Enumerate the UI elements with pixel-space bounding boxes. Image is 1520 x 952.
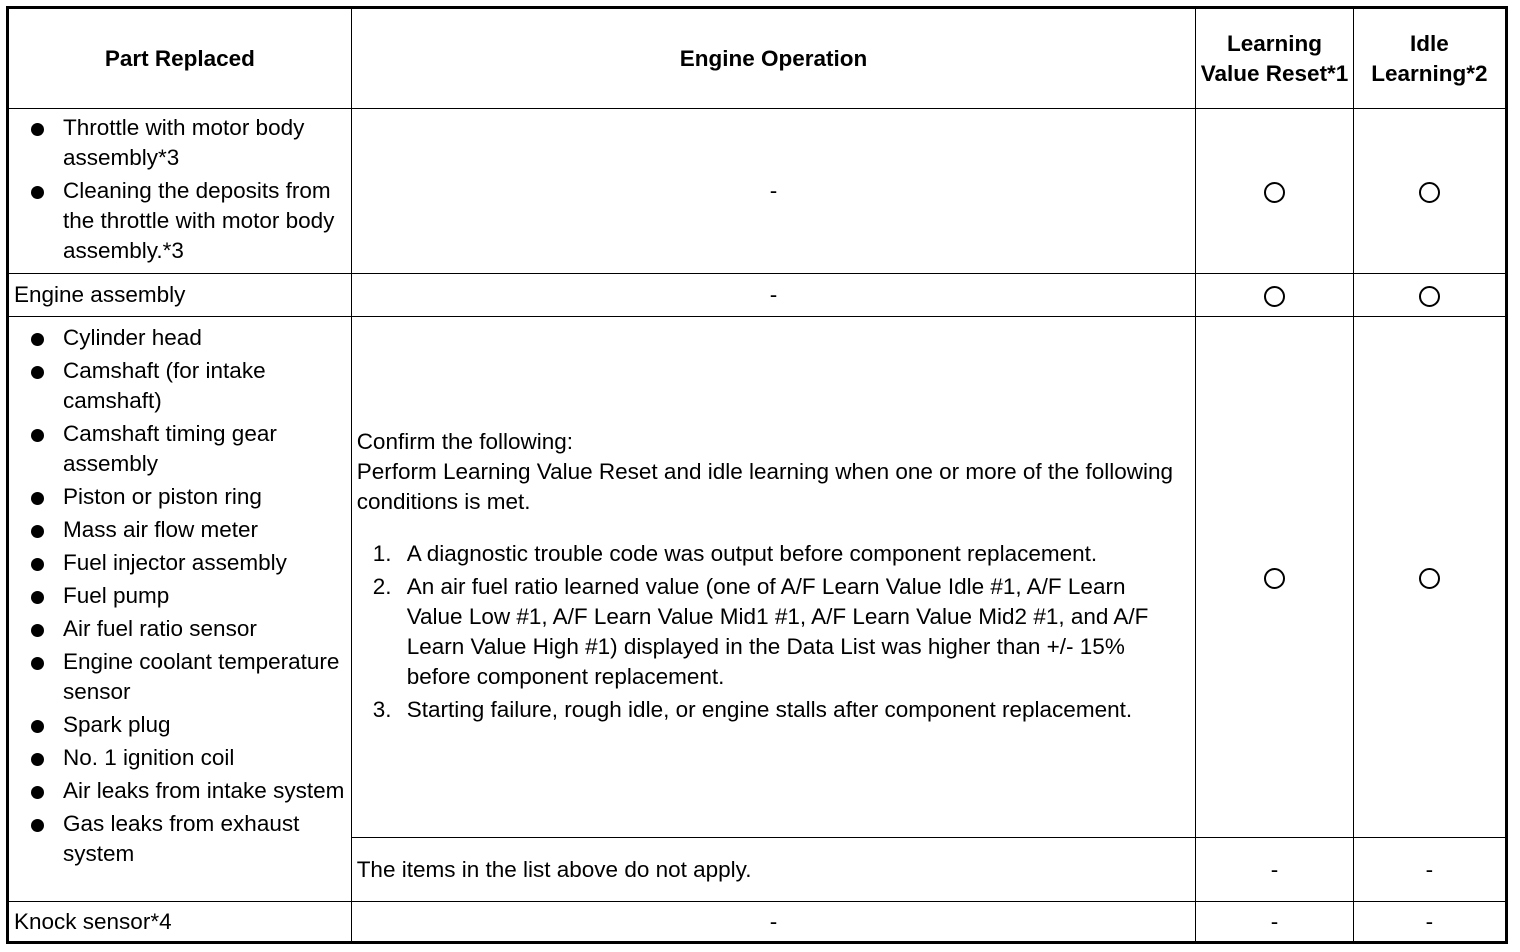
table-row-components-conditions bbox=[8, 317, 1507, 838]
step-text: Starting failure, rough idle, or engine stalls after component replacement. bbox=[406, 696, 1133, 722]
list-item bbox=[9, 581, 351, 611]
bullet-icon bbox=[31, 786, 44, 799]
list-item bbox=[9, 809, 351, 869]
bullet-icon bbox=[31, 819, 44, 832]
step-number: 3. bbox=[372, 696, 392, 722]
applicable-circle-icon bbox=[1419, 182, 1440, 203]
procedure-table bbox=[6, 6, 1508, 944]
not-apply-text: The items in the list above do not apply. bbox=[351, 838, 1196, 902]
engine-assembly-part: Engine assembly bbox=[8, 274, 352, 317]
bullet-icon bbox=[31, 186, 44, 199]
part-label: Cleaning the deposits from the throttle with motor body assembly.*3 bbox=[63, 178, 335, 263]
list-item bbox=[357, 539, 1178, 569]
bullet-icon bbox=[31, 753, 44, 766]
knock-sensor-reset: - bbox=[1196, 902, 1353, 943]
components-parts-cell bbox=[8, 317, 352, 902]
condition-intro-confirm: Confirm the following: bbox=[356, 428, 574, 454]
applicable-circle-icon bbox=[1264, 568, 1285, 589]
bullet-icon bbox=[31, 591, 44, 604]
list-item bbox=[9, 113, 351, 173]
bullet-icon bbox=[31, 123, 44, 136]
bullet-icon bbox=[31, 558, 44, 571]
knock-sensor-operation: - bbox=[351, 902, 1196, 943]
part-label: Camshaft timing gear assembly bbox=[63, 421, 277, 476]
header-learning-value-reset: Learning Value Reset*1 bbox=[1196, 8, 1353, 109]
part-label: Air fuel ratio sensor bbox=[63, 616, 257, 641]
list-item bbox=[9, 548, 351, 578]
table-row-throttle bbox=[8, 109, 1507, 274]
part-label: Spark plug bbox=[63, 712, 171, 737]
components-reset-cell bbox=[1196, 317, 1353, 838]
bullet-icon bbox=[31, 720, 44, 733]
table-row-engine-assembly bbox=[8, 274, 1507, 317]
bullet-icon bbox=[31, 624, 44, 637]
bullet-icon bbox=[31, 492, 44, 505]
list-item bbox=[9, 176, 351, 266]
header-part-replaced: Part Replaced bbox=[8, 8, 352, 109]
throttle-parts-list bbox=[9, 109, 351, 273]
throttle-reset-cell bbox=[1196, 109, 1353, 274]
bullet-icon bbox=[31, 366, 44, 379]
header-idle-learning: Idle Learning*2 bbox=[1353, 8, 1506, 109]
step-number: 1. bbox=[372, 540, 392, 566]
list-item bbox=[9, 647, 351, 707]
engine-assembly-operation: - bbox=[351, 274, 1196, 317]
components-parts-list bbox=[9, 317, 351, 876]
list-item bbox=[9, 482, 351, 512]
components-conditions-cell bbox=[351, 317, 1196, 838]
part-label: Camshaft (for intake camshaft) bbox=[63, 358, 266, 413]
applicable-circle-icon bbox=[1419, 568, 1440, 589]
list-item bbox=[357, 695, 1178, 725]
components-idle-cell bbox=[1353, 317, 1506, 838]
part-label: Throttle with motor body assembly*3 bbox=[63, 115, 305, 170]
part-label: Piston or piston ring bbox=[63, 484, 262, 509]
list-item bbox=[9, 710, 351, 740]
list-item bbox=[9, 323, 351, 353]
list-item bbox=[9, 614, 351, 644]
not-apply-reset: - bbox=[1196, 838, 1353, 902]
part-label: Gas leaks from exhaust system bbox=[63, 811, 300, 866]
applicable-circle-icon bbox=[1264, 286, 1285, 307]
step-text: A diagnostic trouble code was output before component replacement. bbox=[406, 540, 1098, 566]
engine-assembly-reset-cell bbox=[1196, 274, 1353, 317]
list-item bbox=[357, 572, 1178, 692]
part-label: Cylinder head bbox=[63, 325, 202, 350]
list-item bbox=[9, 419, 351, 479]
throttle-idle-cell bbox=[1353, 109, 1506, 274]
list-item bbox=[9, 515, 351, 545]
part-label: Fuel injector assembly bbox=[63, 550, 287, 575]
table-row-knock-sensor bbox=[8, 902, 1507, 943]
bullet-icon bbox=[31, 525, 44, 538]
step-number: 2. bbox=[372, 573, 392, 599]
bullet-icon bbox=[31, 333, 44, 346]
list-item bbox=[9, 743, 351, 773]
applicable-circle-icon bbox=[1419, 286, 1440, 307]
not-apply-idle: - bbox=[1353, 838, 1506, 902]
throttle-parts-cell bbox=[8, 109, 352, 274]
engine-assembly-idle-cell bbox=[1353, 274, 1506, 317]
part-label: Engine coolant temperature sensor bbox=[63, 649, 340, 704]
bullet-icon bbox=[31, 429, 44, 442]
applicable-circle-icon bbox=[1264, 182, 1285, 203]
condition-intro-perform: Perform Learning Value Reset and idle learning when one or more of the following conditions is met. bbox=[356, 458, 1174, 514]
list-item bbox=[9, 356, 351, 416]
part-label: No. 1 ignition coil bbox=[63, 745, 235, 770]
list-item bbox=[9, 776, 351, 806]
step-text: An air fuel ratio learned value (one of A/F Learn Value Idle #1, A/F Learn Value Low #1, A/F Learn Value Mid1 #1, A/F Learn Value Mid2 #1, and A/F Learn Value High #1) displayed in the Data List was higher than +/- 15% before component replacement. bbox=[406, 573, 1149, 689]
conditions-list bbox=[357, 539, 1178, 725]
part-label: Mass air flow meter bbox=[63, 517, 259, 542]
bullet-icon bbox=[31, 657, 44, 670]
knock-sensor-idle: - bbox=[1353, 902, 1506, 943]
header-engine-operation: Engine Operation bbox=[351, 8, 1196, 109]
part-label: Fuel pump bbox=[63, 583, 170, 608]
part-label: Air leaks from intake system bbox=[63, 778, 345, 803]
knock-sensor-part: Knock sensor*4 bbox=[8, 902, 352, 943]
header-row bbox=[8, 8, 1507, 109]
throttle-operation: - bbox=[351, 109, 1196, 274]
